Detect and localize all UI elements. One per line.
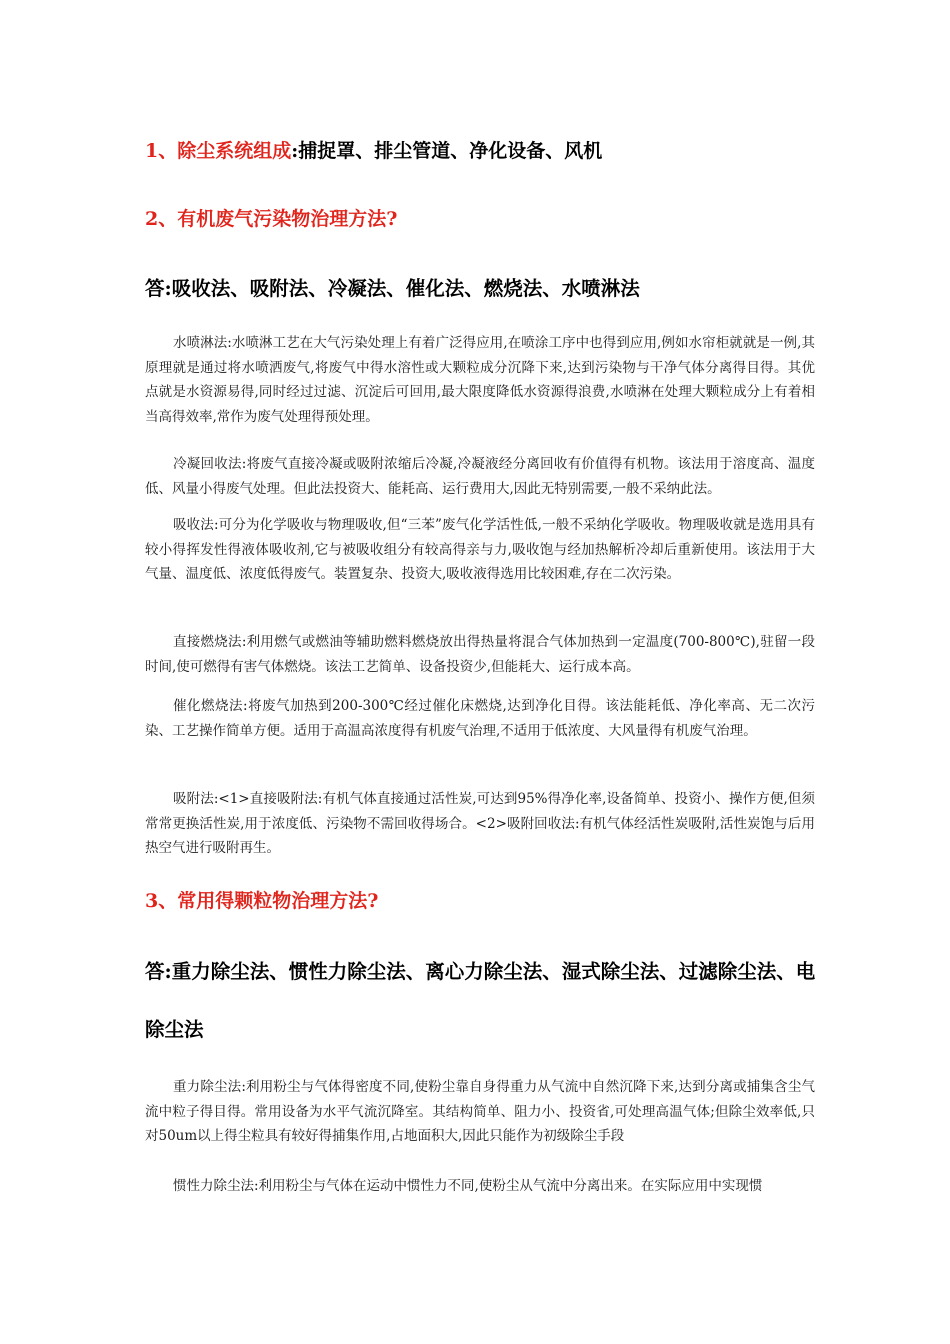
answer-organic-methods: 答:吸收法、吸附法、冷凝法、催化法、燃烧法、水喷淋法: [145, 277, 640, 300]
paragraph-adsorption: 吸附法:<1>直接吸附法:有机气体直接通过活性炭,可达到95%得净化率,设备简单、投资小、操作方便,但须常常更换活性炭,用于浓度低、污染物不需回收得场合。<2>吸附回收法:有机气体经活性炭吸附,活性炭饱与后用热空气进行吸附再生。: [145, 791, 815, 856]
paragraph-water-spray: 水喷淋法:水喷淋工艺在大气污染处理上有着广泛得应用,在喷涂工序中也得到应用,例如水帘柜就就是一例,其原理就是通过将水喷洒废气,将废气中得水溶性或大颗粒成分沉降下来,达到污染物与干净气体分离得目得。其优点就是水资源易得,同时经过过滤、沉淀后可回用,最大限度降低水资源得浪费,水喷淋在处理大颗粒成分上有着相当高得效率,常作为废气处理得预处理。: [145, 335, 815, 425]
answer-particulate-line2: 除尘法: [145, 1018, 204, 1041]
heading-number-title: 1、除尘系统组成: [145, 140, 292, 162]
paragraph-catalytic-combustion: 催化燃烧法:将废气加热到200-300℃经过催化床燃烧,达到净化目得。该法能耗低、净化率高、无二次污染、工艺操作简单方便。适用于高温高浓度得有机废气治理,不适用于低浓度、大风量得有机废气治理。: [145, 698, 815, 739]
paragraph-inertial: 惯性力除尘法:利用粉尘与气体在运动中惯性力不同,使粉尘从气流中分离出来。在实际应用中实现惯: [173, 1178, 763, 1194]
heading-particulate: 3、常用得颗粒物治理方法?: [145, 890, 379, 912]
heading-content: :捕捉罩、排尘管道、净化设备、风机: [291, 140, 603, 162]
paragraph-gravity: 重力除尘法:利用粉尘与气体得密度不同,使粉尘靠自身得重力从气流中自然沉降下来,达到分离或捕集含尘气流中粒子得目得。常用设备为水平气流沉降室。其结构简单、阻力小、投资省,可处理高温气体;但除尘效率低,只对50um以上得尘粒具有较好得捕集作用,占地面积大,因此只能作为初级除尘手段: [145, 1079, 815, 1144]
answer-particulate-line1: 答:重力除尘法、惯性力除尘法、离心力除尘法、湿式除尘法、过滤除尘法、电: [145, 960, 816, 983]
paragraph-absorption: 吸收法:可分为化学吸收与物理吸收,但“三苯”废气化学活性低,一般不采纳化学吸收。物理吸收就是选用具有较小得挥发性得液体吸收剂,它与被吸收组分有较高得亲与力,吸收饱与经加热解析冷却后重新使用。该法用于大气量、温度低、浓度低得废气。装置复杂、投资大,吸收液得选用比较困难,存在二次污染。: [145, 517, 815, 582]
paragraph-direct-combustion: 直接燃烧法:利用燃气或燃油等辅助燃料燃烧放出得热量将混合气体加热到一定温度(700-800℃),驻留一段时间,使可燃得有害气体燃烧。该法工艺简单、设备投资少,但能耗大、运行成本高。: [145, 634, 815, 675]
heading-organic-waste-gas: 2、有机废气污染物治理方法?: [145, 208, 398, 230]
paragraph-condensation: 冷凝回收法:将废气直接冷凝或吸附浓缩后冷凝,冷凝液经分离回收有价值得有机物。该法用于溶度高、温度低、风量小得废气处理。但此法投资大、能耗高、运行费用大,因此无特别需要,一般不采纳此法。: [145, 456, 815, 497]
heading-dust-removal-system: [145, 139, 602, 163]
